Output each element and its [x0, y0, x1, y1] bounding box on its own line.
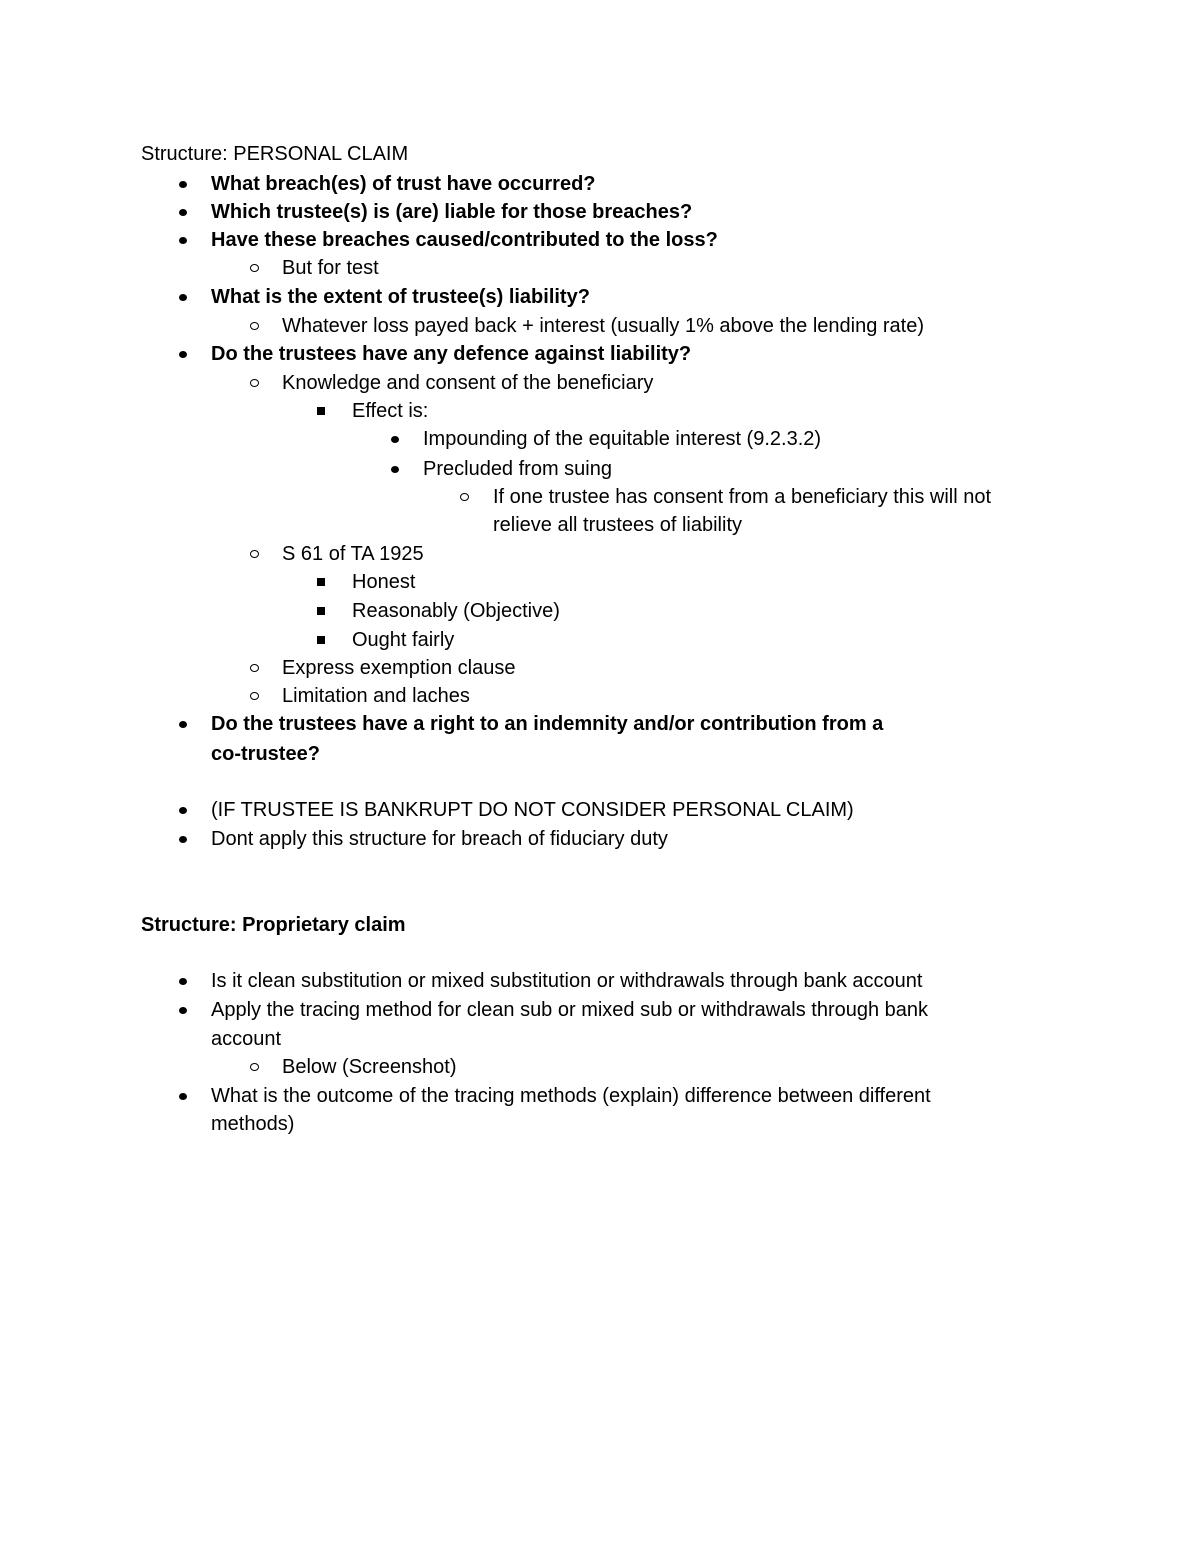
item-limitation-laches: Limitation and laches: [282, 685, 470, 707]
bullet-ring-icon: [249, 654, 259, 682]
bullet-dot-icon: [178, 796, 188, 824]
item-knowledge-consent: Knowledge and consent of the beneficiary: [282, 372, 654, 394]
item-impounding: Impounding of the equitable interest (9.2.3.2): [423, 428, 822, 450]
bullet-dot-icon: [178, 1082, 188, 1110]
item-honest: Honest: [352, 571, 416, 593]
note-fiduciary-duty: Dont apply this structure for breach of fiduciary duty: [211, 828, 668, 850]
item-s61-ta-1925: S 61 of TA 1925: [282, 543, 424, 565]
item-but-for-test: But for test: [282, 257, 379, 279]
bullet-ring-icon: [249, 312, 259, 340]
question-indemnity-cont: co-trustee?: [211, 743, 320, 765]
item-effect-is: Effect is:: [352, 400, 429, 422]
bullet-ring-icon: [249, 369, 259, 397]
bullet-dot-icon: [178, 996, 188, 1024]
bullet-ring-icon: [459, 483, 469, 511]
bullet-dot-icon: [178, 198, 188, 226]
item-tracing-outcome-cont: methods): [211, 1113, 295, 1135]
bullet-dot-icon: [178, 170, 188, 198]
item-apply-tracing: Apply the tracing method for clean sub or mixed sub or withdrawals through bank: [211, 999, 929, 1021]
bullet-square-icon: [316, 397, 326, 425]
bullet-dot-icon: [178, 226, 188, 254]
item-ought-fairly: Ought fairly: [352, 629, 455, 651]
proprietary-claim-heading: Structure: Proprietary claim: [141, 914, 406, 936]
item-one-trustee-consent: If one trustee has consent from a beneficiary this will not: [493, 486, 992, 508]
personal-claim-heading: Structure: PERSONAL CLAIM: [141, 143, 409, 165]
bullet-dot-icon: [178, 340, 188, 368]
item-precluded-from-suing: Precluded from suing: [423, 458, 612, 480]
item-below-screenshot: Below (Screenshot): [282, 1056, 457, 1078]
bullet-square-icon: [316, 568, 326, 596]
bullet-dot-icon: [390, 455, 400, 483]
item-one-trustee-consent-cont: relieve all trustees of liability: [493, 514, 742, 536]
bullet-dot-icon: [390, 425, 400, 453]
bullet-ring-icon: [249, 540, 259, 568]
bullet-square-icon: [316, 597, 326, 625]
item-tracing-outcome: What is the outcome of the tracing methods (explain) difference between different: [211, 1085, 931, 1107]
question-indemnity: Do the trustees have a right to an indemnity and/or contribution from a: [211, 713, 884, 735]
bullet-ring-icon: [249, 1053, 259, 1081]
bullet-dot-icon: [178, 825, 188, 853]
question-breaches: What breach(es) of trust have occurred?: [211, 173, 596, 195]
item-exemption-clause: Express exemption clause: [282, 657, 516, 679]
note-bankrupt: (IF TRUSTEE IS BANKRUPT DO NOT CONSIDER PERSONAL CLAIM): [211, 799, 854, 821]
item-apply-tracing-cont: account: [211, 1028, 282, 1050]
question-liable-trustees: Which trustee(s) is (are) liable for those breaches?: [211, 201, 693, 223]
bullet-ring-icon: [249, 254, 259, 282]
question-extent-of-liability: What is the extent of trustee(s) liability?: [211, 286, 590, 308]
bullet-dot-icon: [178, 283, 188, 311]
item-reasonably: Reasonably (Objective): [352, 600, 560, 622]
item-substitution-type: Is it clean substitution or mixed substitution or withdrawals through bank account: [211, 970, 923, 992]
bullet-dot-icon: [178, 967, 188, 995]
item-loss-payed-back: Whatever loss payed back + interest (usually 1% above the lending rate): [282, 315, 925, 337]
bullet-ring-icon: [249, 682, 259, 710]
bullet-dot-icon: [178, 710, 188, 738]
question-causation: Have these breaches caused/contributed to the loss?: [211, 229, 718, 251]
question-defence: Do the trustees have any defence against liability?: [211, 343, 692, 365]
bullet-square-icon: [316, 626, 326, 654]
